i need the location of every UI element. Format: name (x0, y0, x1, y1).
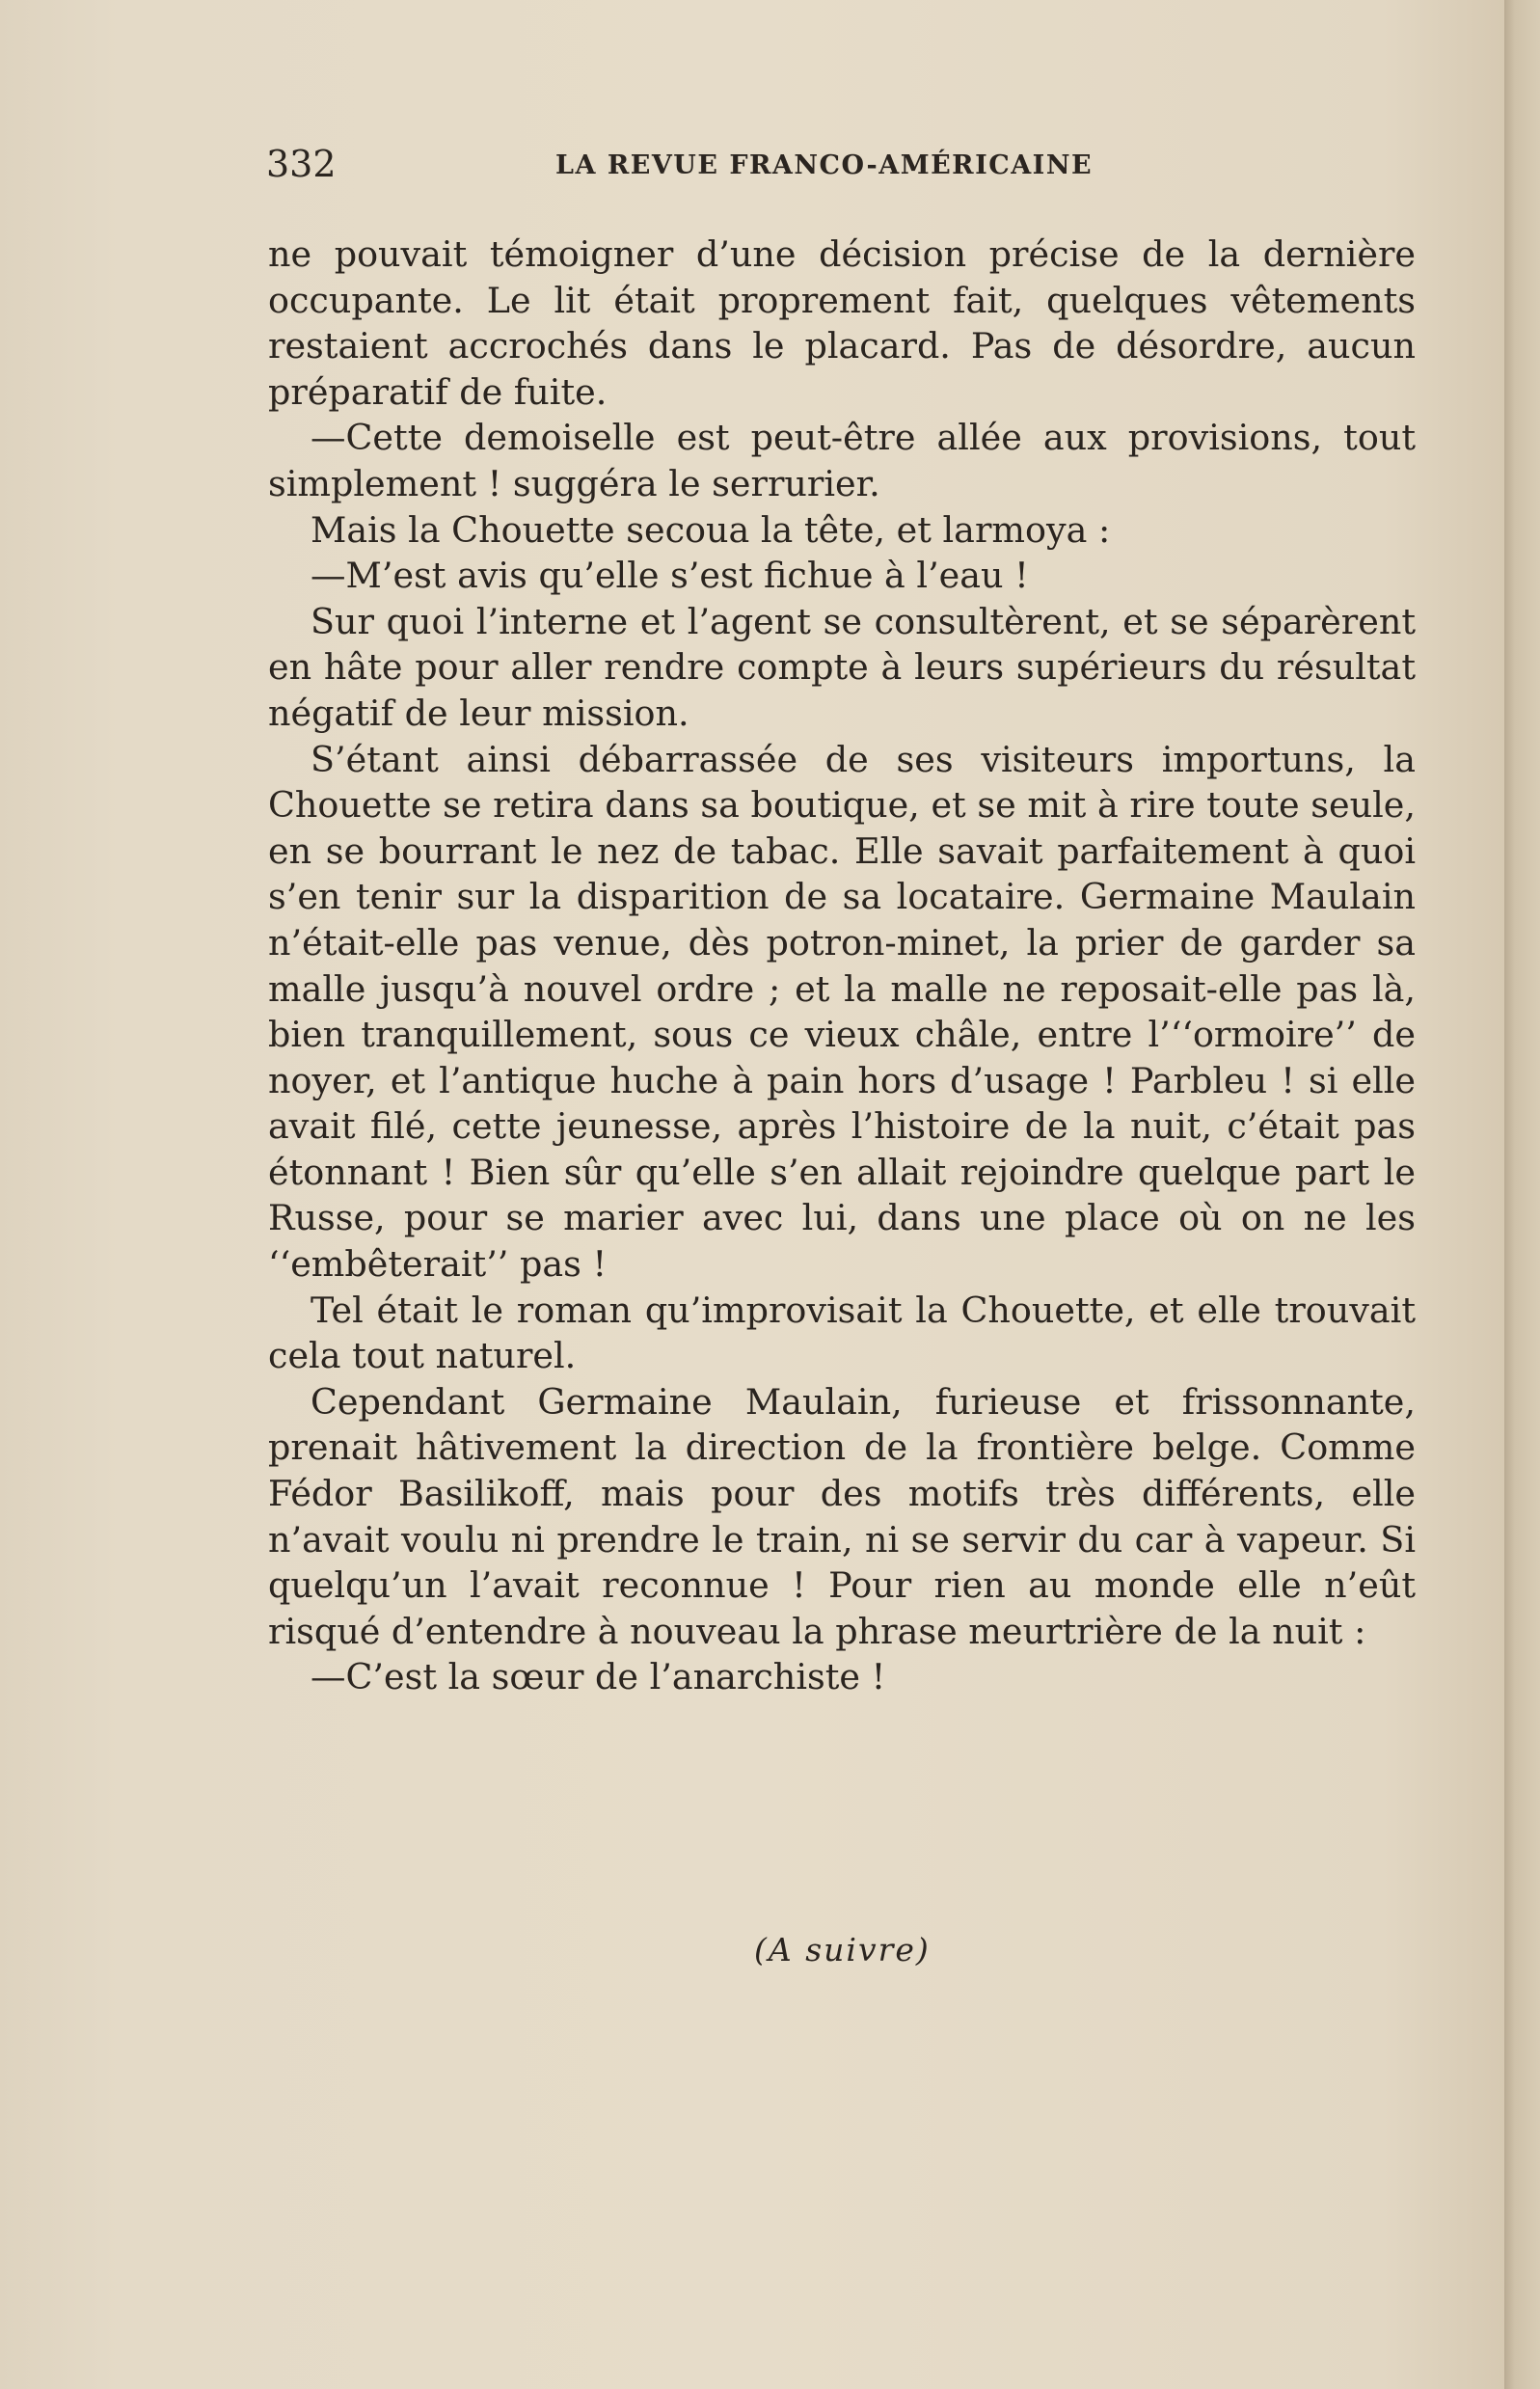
page-edge (1504, 0, 1540, 2389)
paragraph: —M’est avis qu’elle s’est fichue à l’eau ! (311, 555, 1029, 597)
paragraph: —C’est la sœur de l’anarchiste ! (311, 1656, 886, 1698)
running-head (266, 143, 1105, 191)
paragraph: Mais la Chouette secoua la tête, et larmoya : (311, 508, 1111, 551)
article-text (268, 231, 1416, 1700)
paragraph: Tel était le roman qu’improvisait la Chouette, et elle trouvait cela tout naturel. (268, 1289, 1416, 1377)
journal-title: LA REVUE FRANCO-AMÉRICAINE (555, 150, 1094, 180)
paragraph: Sur quoi l’interne et l’agent se consultèrent, et se séparèrent en hâte pour aller rendre compte à leurs supérieurs du résultat négatif de leur mission. (268, 600, 1416, 734)
paragraph: Cependant Germaine Maulain, furieuse et frissonnante, prenait hâtivement la direction de la frontière belge. Comme Fédor Basilikoff, mais pour des motifs très différents, elle n’avait voulu ni prendre le train, ni se servir du car à vapeur. Si quelqu’un l’avait reconnue ! Pour rien au monde elle n’eût risqué d’entendre à nouveau la phrase meurtrière de la nuit : (268, 1380, 1416, 1652)
paragraph: S’étant ainsi débarrassée de ses visiteurs importuns, la Chouette se retira dans sa boutique, et se mit à rire toute seule, en se bourrant le nez de tabac. Elle savait parfaitement à quoi s’en tenir sur la disparition de sa locataire. Germaine Maulain n’était-elle pas venue, dès potron-minet, la prier de garder sa malle jusqu’à nouvel ordre ; et la malle ne reposait-elle pas là, bien tranquillement, sous ce vieux châle, entre l’‘‘ormoire’’ de noyer, et l’antique huche à pain hors d’usage ! Parbleu ! si elle avait filé, cette jeunesse, après l’histoire de la nuit, c’était pas étonnant ! Bien sûr qu’elle s’en allait rejoindre quelque part le Russe, pour se marier avec lui, dans une place où on ne les ‘‘embêterait’’ pas ! (268, 738, 1416, 1286)
page-number: 332 (266, 143, 337, 185)
paragraph: —Cette demoiselle est peut-être allée aux provisions, tout simplement ! suggéra le serrurier. (268, 417, 1416, 504)
to-be-continued: (A suivre) (754, 1931, 931, 1968)
paragraph: ne pouvait témoigner d’une décision précise de la dernière occupante. Le lit était proprement fait, quelques vêtements restaient accrochés dans le placard. Pas de désordre, aucun préparatif de fuite. (268, 233, 1416, 413)
